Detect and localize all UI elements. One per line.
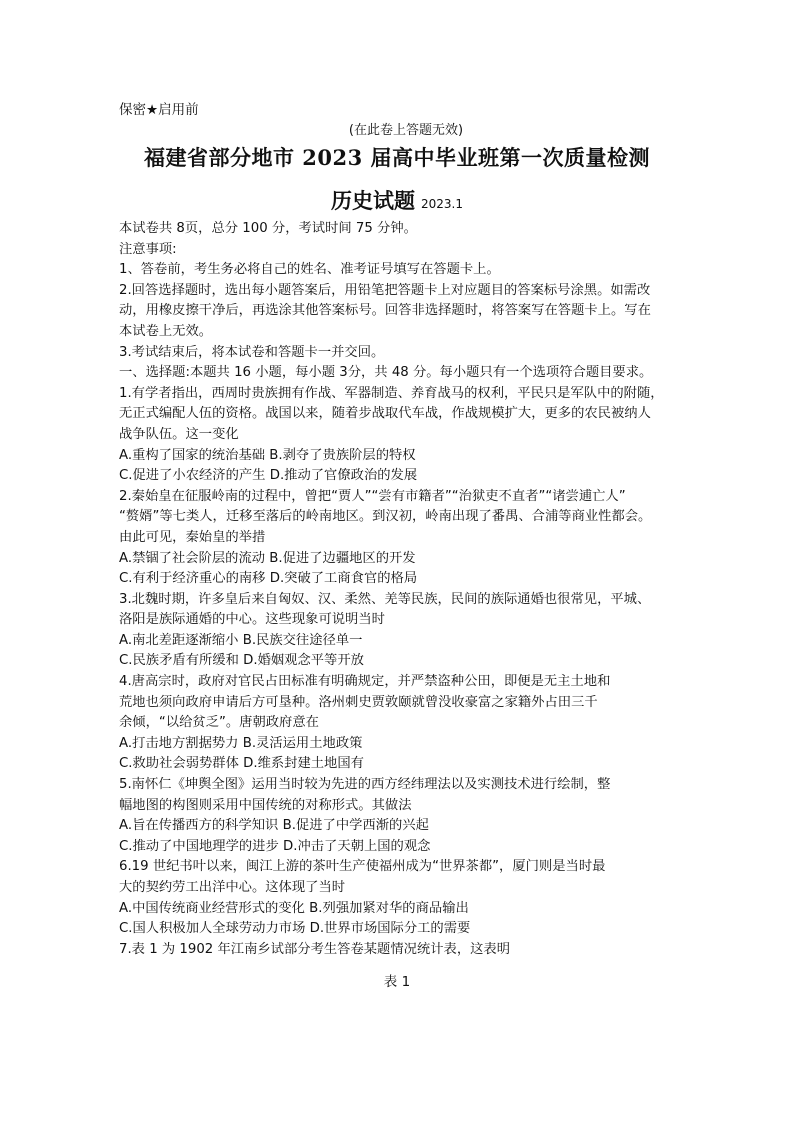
text-line: 战争队伍。这一变化 bbox=[119, 426, 239, 442]
text-line: 本试卷上无效。 bbox=[119, 323, 213, 339]
text-line: A.旨在传播西方的科学知识 B.促进了中学西渐的兴起 bbox=[119, 818, 429, 834]
table-caption: 表 1 bbox=[383, 974, 411, 990]
text-line: 注意事项: bbox=[119, 241, 177, 257]
text-line: C.救助社会弱势群体 D.维系封建土地国有 bbox=[119, 756, 364, 772]
text-line: 洛阳是族际通婚的中心。这些现象可说明当时 bbox=[119, 612, 385, 628]
text-line: 动，用橡皮擦干净后，再选涂其他答案标号。回答非选择题时，将答案写在答题卡上。写在 bbox=[119, 303, 651, 319]
text-line: 5.南怀仁《坤舆全图》运用当时较为先进的西方经纬理法以及实测技术进行绘制，整 bbox=[119, 777, 611, 793]
text-line: 1、答卷前，考生务必将自己的姓名、准考证号填写在答题卡上。 bbox=[119, 262, 500, 278]
text-line: 余倾，“以给贫乏”。唐朝政府意在 bbox=[119, 715, 319, 731]
text-line: 2.秦始皇在征服岭南的过程中，曾把“贾人”“尝有市籍者”“治狱吏不直者”“诸尝逋亡人” bbox=[119, 488, 626, 504]
text-line: 1.有学者指出，西周时贵族拥有作战、军器制造、养育战马的权利，平民只是军队中的附随， bbox=[119, 385, 664, 401]
text-line: 3.考试结束后，将本试卷和答题卡一并交回。 bbox=[119, 344, 385, 360]
text-line: 一、选择题:本题共 16 小题，每小题 3分，共 48 分。每小题只有一个选项符合题目要求。 bbox=[119, 365, 653, 381]
text-line: 6.19 世纪书叶以来，闽江上游的茶叶生产使福州成为“世界茶都”，厦门则是当时最 bbox=[119, 859, 606, 875]
text-line: 3.北魏时期，许多皇后来自匈奴、汉、柔然、羌等民族，民间的族际通婚也很常见，平城、 bbox=[119, 591, 651, 607]
text-line: C.国人积极加人全球劳动力市场 D.世界市场国际分工的需要 bbox=[119, 921, 471, 937]
text-line: 4.唐高宗时，政府对官民占田标准有明确规定，并严禁盗种公田，即便是无主土地和 bbox=[119, 674, 611, 690]
text-line: C.民族矛盾有所缓和 D.婚姻观念平等开放 bbox=[119, 653, 364, 669]
exam-date: 2023.1 bbox=[421, 197, 463, 211]
invalid-note: (在此卷上答题无效) bbox=[348, 123, 464, 138]
text-line: A.重构了国家的统治基础 B.剥夺了贵族阶层的特权 bbox=[119, 447, 416, 463]
text-line: A.中国传统商业经营形式的变化 B.列强加紧对华的商品输出 bbox=[119, 900, 469, 916]
text-line: 荒地也须向政府申请后方可垦种。洛州刺史贾敦颐就曾没收豪富之家籍外占田三千 bbox=[119, 694, 598, 710]
text-line: 7.表 1 为 1902 年江南乡试部分考生答卷某题情况统计表，这表明 bbox=[119, 941, 511, 957]
text-line: A.打击地方割据势力 B.灵活运用土地政策 bbox=[119, 735, 363, 751]
text-line: 大的契约劳工出洋中心。这体现了当时 bbox=[119, 880, 346, 895]
text-line: A.禁锢了社会阶层的流动 B.促进了边疆地区的开发 bbox=[119, 550, 416, 566]
subject-name: 历史试题 bbox=[331, 188, 415, 213]
text-line: A.南北差距逐渐缩小 B.民族交往途径单一 bbox=[119, 632, 363, 648]
text-line: 幅地图的构图则采用中国传统的对称形式。其做法 bbox=[119, 797, 412, 813]
exam-title: 福建省部分地市 2023 届高中毕业班第一次质量检测 bbox=[143, 145, 651, 170]
exam-body bbox=[119, 219, 689, 960]
text-line: C.促进了小农经济的产生 D.推动了官僚政治的发展 bbox=[119, 468, 418, 484]
text-line: 2.回答选择题时，选出每小题答案后，用铅笔把答题卡上对应题目的答案标号涂黑。如需改 bbox=[119, 282, 651, 298]
exam-subject bbox=[0, 185, 794, 215]
confidential-label: 保密★启用前 bbox=[119, 102, 199, 118]
text-line: 本试卷共 8页，总分 100 分，考试时间 75 分钟。 bbox=[119, 221, 417, 236]
text-line: 无正式编配人伍的资格。战国以来，随着步战取代车战，作战规模扩大，更多的农民被纳人 bbox=[119, 406, 651, 422]
text-line: C.推动了中国地理学的进步 D.冲击了天朝上国的观念 bbox=[119, 838, 431, 854]
text-line: “赘婿”等七类人，迁移至落后的岭南地区。到汉初，岭南出现了番禺、合浦等商业性都会。 bbox=[119, 509, 652, 525]
text-line: 由此可见，秦始皇的举措 bbox=[119, 529, 266, 545]
text-line: C.有利于经济重心的南移 D.突破了工商食官的格局 bbox=[119, 571, 418, 587]
